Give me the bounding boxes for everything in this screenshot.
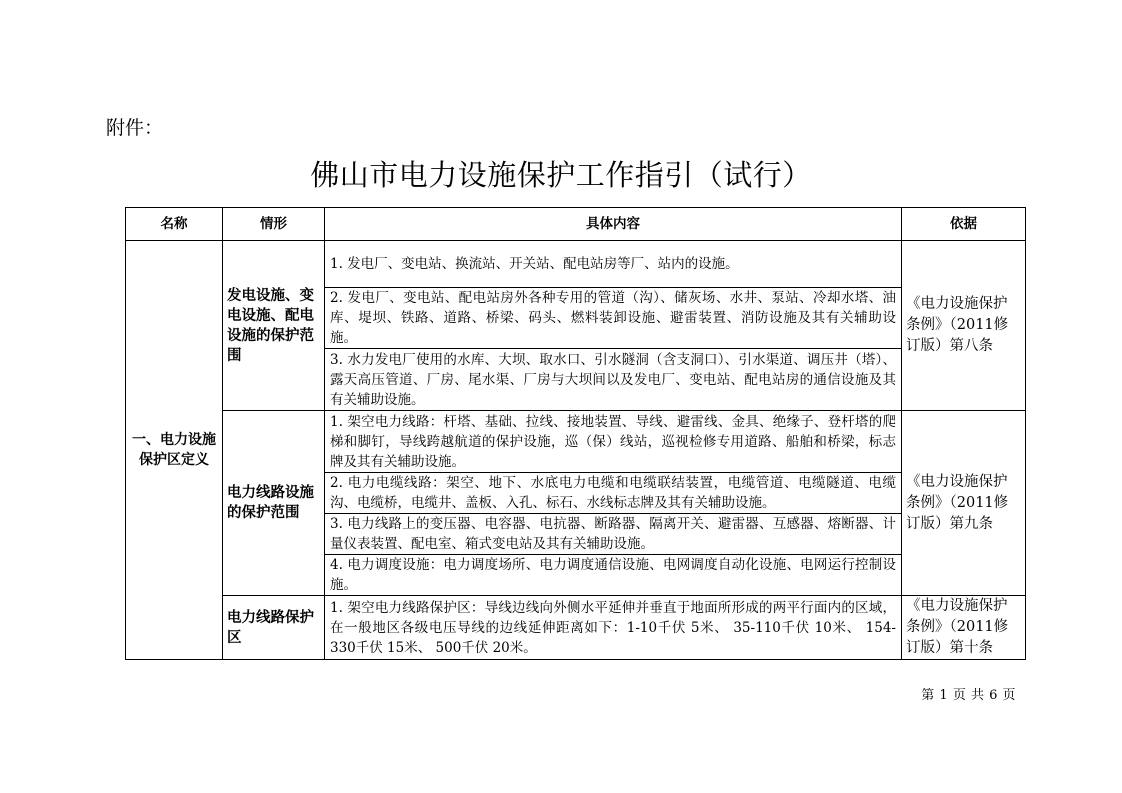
table-row [126,241,1026,288]
content-cell: 1. 架空电力线路：杆塔、基础、拉线、接地装置、导线、避雷线、金具、绝缘子、登杆塔的爬梯和脚钉，导线跨越航道的保护设施，巡（保）线站，巡视检修专用道路、船舶和桥梁，标志牌及其有关辅助设施。 [325,411,902,473]
content-cell: 3. 电力线路上的变压器、电容器、电抗器、断路器、隔离开关、避雷器、互感器、熔断器、计量仪表装置、配电室、箱式变电站及其有关辅助设施。 [325,514,902,555]
content-cell: 4. 电力调度设施：电力调度场所、电力调度通信设施、电网调度自动化设施、电网运行控制设施。 [325,555,902,596]
attachment-label: 附件： [106,117,164,139]
content-cell: 1. 架空电力线路保护区：导线边线向外侧水平延伸并垂直于地面所形成的两平行面内的区域，在一般地区各级电压导线的边线延伸距离如下：1-10千伏 5米、 35-110千伏 10米、 154-330千伏 15米、 500千伏 20米。 [325,596,902,660]
content-cell: 3. 水力发电厂使用的水库、大坝、取水口、引水隧洞（含支洞口）、引水渠道、调压井（塔）、露天高压管道、厂房、尾水渠、厂房与大坝间以及发电厂、变电站、配电站房的通信设施及其有关辅助设施。 [325,349,902,411]
table-row [126,596,1026,660]
protection-guideline-table [125,207,1026,660]
content-cell: 2. 电力电缆线路：架空、地下、水底电力电缆和电缆联结装置，电缆管道、电缆隧道、电缆沟、电缆桥，电缆井、盖板、入孔、标石、水线标志牌及其有关辅助设施。 [325,473,902,514]
header-situation: 情形 [223,208,325,241]
situation-cell: 发电设施、变电设施、配电设施的保护范围 [223,241,325,411]
situation-cell: 电力线路保护区 [223,596,325,660]
situation-cell: 电力线路设施的保护范围 [223,411,325,596]
table-header-row [126,208,1026,241]
header-content: 具体内容 [325,208,902,241]
basis-cell: 《电力设施保护条例》（2011修订版）第八条 [902,241,1026,411]
basis-cell: 《电力设施保护条例》（2011修订版）第九条 [902,411,1026,596]
header-name: 名称 [126,208,223,241]
page-footer: 第 1 页 共 6 页 [921,688,1016,703]
header-basis: 依据 [902,208,1026,241]
content-cell: 1. 发电厂、变电站、换流站、开关站、配电站房等厂、站内的设施。 [325,241,902,288]
basis-cell: 《电力设施保护条例》（2011修订版）第十条 [902,596,1026,660]
content-cell: 2. 发电厂、变电站、配电站房外各种专用的管道（沟）、储灰场、水井、泵站、冷却水塔、油库、堤坝、铁路、道路、桥梁、码头、燃料装卸设施、避雷装置、消防设施及其有关辅助设施。 [325,288,902,349]
table-row [126,411,1026,473]
category-cell: 一、电力设施保护区定义 [126,241,223,660]
page-title: 佛山市电力设施保护工作指引（试行） [310,158,812,192]
